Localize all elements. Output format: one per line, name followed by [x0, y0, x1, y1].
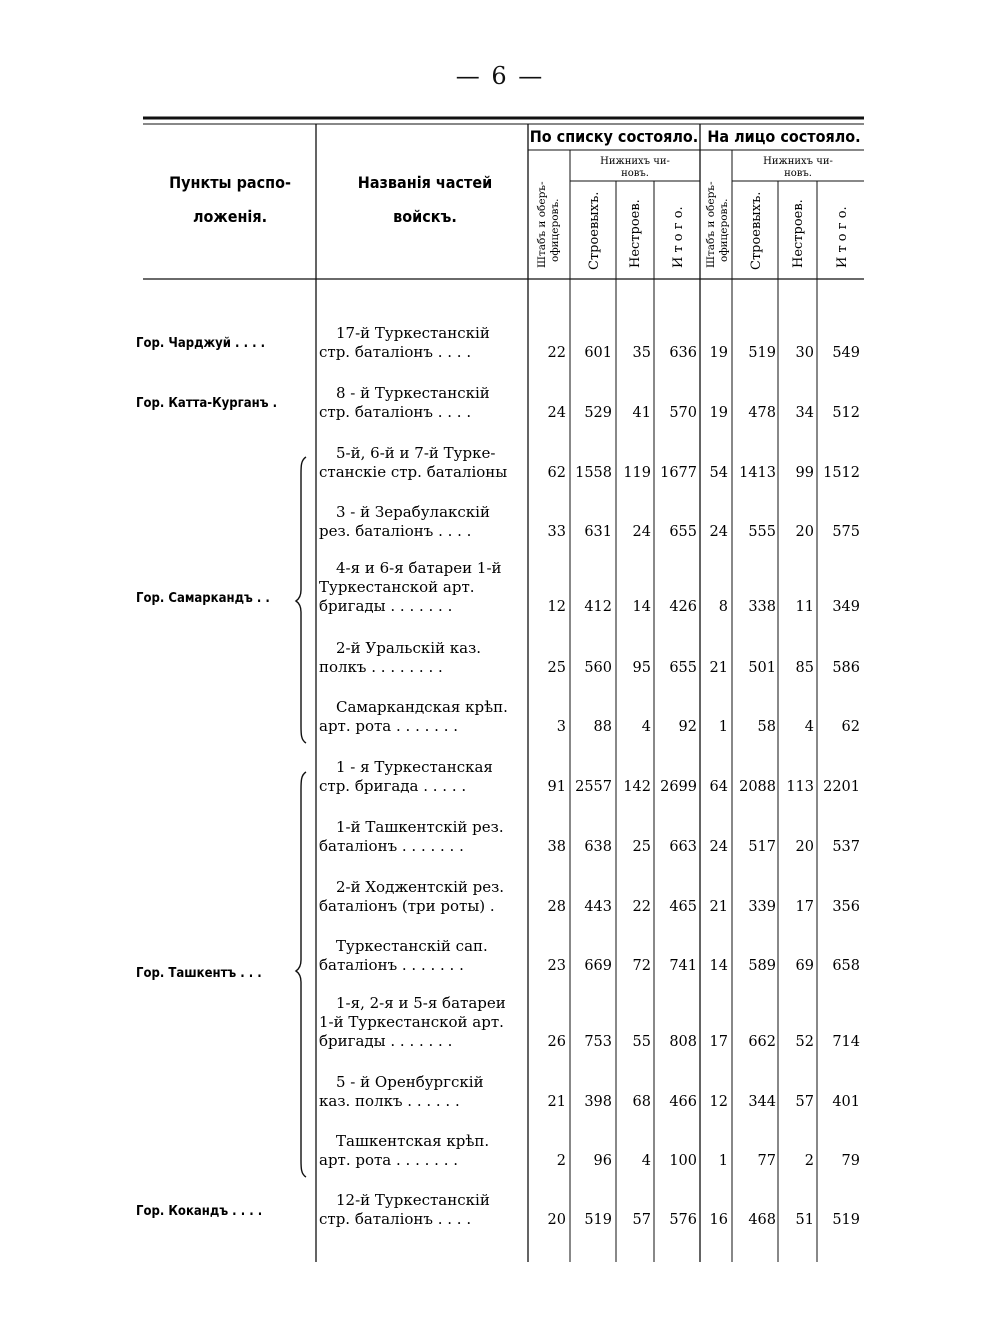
unit-name-line: 1 - я Туркестанская [336, 758, 493, 776]
cell-list-officers: 23 [547, 958, 566, 974]
cell-present-officers: 8 [718, 599, 728, 615]
cell-list-combat: 601 [584, 345, 612, 361]
cell-present-combat: 519 [748, 345, 776, 361]
header-officers-line2: офицеровъ. [549, 198, 561, 262]
unit-name-line: Ташкентская крѣп. [336, 1132, 490, 1150]
header-location-line2: ложенія. [192, 207, 268, 226]
unit-name-line: полкъ . . . . . . . . [319, 658, 443, 676]
cell-list-noncombat: 55 [632, 1034, 651, 1050]
cell-present-noncombat: 99 [795, 465, 814, 481]
location-label: Гор. Катта-Курганъ . [136, 396, 278, 411]
cell-list-noncombat: 57 [632, 1212, 651, 1228]
cell-list-total: 466 [669, 1094, 697, 1110]
unit-name-line: Туркестанскій сап. [336, 937, 488, 955]
cell-list-combat: 529 [584, 405, 612, 421]
cell-present-noncombat: 34 [795, 405, 814, 421]
cell-present-total: 519 [832, 1212, 860, 1228]
cell-list-combat: 1558 [575, 465, 612, 481]
cell-present-officers: 21 [709, 660, 728, 676]
cell-present-noncombat: 113 [786, 779, 814, 795]
header-present-lower-ranks-line2: новъ. [784, 168, 812, 179]
cell-list-noncombat: 119 [623, 465, 651, 481]
cell-present-officers: 21 [709, 899, 728, 915]
cell-present-officers: 19 [709, 405, 728, 421]
unit-name-line: Туркестанской арт. [319, 578, 475, 596]
cell-present-combat: 344 [748, 1094, 776, 1110]
cell-present-combat: 517 [748, 839, 776, 855]
table-row [319, 639, 860, 676]
unit-name-line: баталіонъ . . . . . . . [319, 837, 464, 855]
unit-name-line: стр. баталіонъ . . . . [319, 1210, 472, 1228]
cell-present-noncombat: 2 [804, 1153, 814, 1169]
cell-present-total: 512 [832, 405, 860, 421]
cell-list-officers: 25 [547, 660, 566, 676]
unit-name-line: бригады . . . . . . . [319, 597, 453, 615]
table-row [319, 937, 860, 974]
table-row [319, 324, 860, 361]
cell-list-officers: 21 [547, 1094, 566, 1110]
unit-name-line: 4-я и 6-я батареи 1-й [336, 559, 502, 577]
header-lower-ranks-line1: Нижнихъ чи- [600, 156, 670, 167]
cell-list-noncombat: 142 [623, 779, 651, 795]
cell-present-officers: 16 [709, 1212, 728, 1228]
header-location-line1: Пункты распо- [169, 173, 291, 192]
cell-present-total: 658 [832, 958, 860, 974]
cell-present-combat: 468 [748, 1212, 776, 1228]
unit-name-line: бригады . . . . . . . [319, 1032, 453, 1050]
cell-present-officers: 64 [709, 779, 728, 795]
header-noncombatant: Нестроев. [628, 199, 643, 268]
unit-name-line: каз. полкъ . . . . . . [319, 1092, 460, 1110]
cell-present-total: 79 [841, 1153, 860, 1169]
page-number: — 6 — [455, 62, 545, 90]
header-present-officers-line2: офицеровъ. [718, 198, 730, 262]
location-label: Гор. Чарджуй . . . . [136, 336, 266, 351]
tashkent-bracket [296, 772, 306, 1177]
cell-present-officers: 24 [709, 524, 728, 540]
cell-present-noncombat: 20 [795, 524, 814, 540]
header-units-line2: войскъ. [393, 207, 457, 226]
cell-present-officers: 1 [718, 719, 728, 735]
cell-present-officers: 17 [709, 1034, 728, 1050]
location-label: Гор. Ташкентъ . . . [136, 966, 262, 981]
location-label: Гор. Самаркандъ . . [136, 591, 270, 606]
unit-name-line: 1-й Туркестанской арт. [319, 1013, 504, 1031]
table-row [319, 1191, 860, 1228]
table-row [319, 758, 860, 795]
cell-list-total: 100 [669, 1153, 697, 1169]
cell-present-combat: 338 [748, 599, 776, 615]
table-row [319, 444, 860, 481]
unit-name-line: стр. баталіонъ . . . . [319, 403, 472, 421]
cell-list-officers: 22 [547, 345, 566, 361]
cell-present-total: 349 [832, 599, 860, 615]
cell-list-noncombat: 25 [632, 839, 651, 855]
cell-present-officers: 12 [709, 1094, 728, 1110]
cell-list-officers: 38 [547, 839, 566, 855]
cell-list-total: 576 [669, 1212, 697, 1228]
cell-present-noncombat: 52 [795, 1034, 814, 1050]
samarkand-bracket [296, 457, 306, 743]
cell-list-total: 663 [669, 839, 697, 855]
cell-present-officers: 19 [709, 345, 728, 361]
cell-present-combat: 478 [748, 405, 776, 421]
cell-present-combat: 589 [748, 958, 776, 974]
cell-list-officers: 33 [547, 524, 566, 540]
cell-present-noncombat: 20 [795, 839, 814, 855]
header-present-total: И т о г о. [835, 206, 850, 268]
cell-present-total: 356 [832, 899, 860, 915]
cell-list-combat: 560 [584, 660, 612, 676]
table-rules [143, 118, 864, 1262]
cell-list-noncombat: 22 [632, 899, 651, 915]
cell-list-combat: 519 [584, 1212, 612, 1228]
unit-name-line: рез. баталіонъ . . . . [319, 522, 472, 540]
cell-present-total: 1512 [823, 465, 860, 481]
table-row [319, 994, 860, 1050]
unit-name-line: 17-й Туркестанскій [336, 324, 490, 342]
cell-list-officers: 20 [547, 1212, 566, 1228]
cell-list-officers: 12 [547, 599, 566, 615]
cell-present-noncombat: 30 [795, 345, 814, 361]
table-row [319, 878, 860, 915]
unit-name-line: 2-й Ходжентскій рез. [336, 878, 505, 896]
unit-name-line: баталіонъ (три роты) . [319, 897, 495, 915]
unit-name-line: Самаркандская крѣп. [336, 698, 508, 716]
cell-list-combat: 443 [584, 899, 612, 915]
cell-list-total: 741 [669, 958, 697, 974]
header-total: И т о г о. [671, 206, 686, 268]
cell-present-combat: 501 [748, 660, 776, 676]
table-row [319, 503, 860, 540]
cell-present-officers: 14 [709, 958, 728, 974]
cell-present-combat: 555 [748, 524, 776, 540]
cell-list-combat: 753 [584, 1034, 612, 1050]
cell-present-total: 537 [832, 839, 860, 855]
cell-list-combat: 398 [584, 1094, 612, 1110]
unit-name-line: 5-й, 6-й и 7-й Турке- [336, 444, 496, 462]
unit-name-line: 12-й Туркестанскій [336, 1191, 490, 1209]
unit-name-line: 5 - й Оренбургскій [336, 1073, 484, 1091]
cell-list-total: 636 [669, 345, 697, 361]
header-group-present: На лицо состояло. [707, 127, 861, 146]
cell-present-noncombat: 85 [795, 660, 814, 676]
cell-present-officers: 24 [709, 839, 728, 855]
cell-list-combat: 669 [584, 958, 612, 974]
header-combatant: Строевыхъ. [587, 191, 602, 270]
unit-name-line: стр. бригада . . . . . [319, 777, 467, 795]
cell-list-total: 426 [669, 599, 697, 615]
cell-present-combat: 1413 [739, 465, 776, 481]
cell-list-officers: 28 [547, 899, 566, 915]
cell-list-noncombat: 14 [632, 599, 651, 615]
cell-list-total: 1677 [660, 465, 697, 481]
cell-list-noncombat: 24 [632, 524, 651, 540]
unit-name-line: 1-й Ташкентскій рез. [336, 818, 504, 836]
unit-name-line: 1-я, 2-я и 5-я батареи [336, 994, 506, 1012]
table-row [319, 698, 860, 735]
cell-list-officers: 3 [556, 719, 566, 735]
unit-name-line: арт. рота . . . . . . . [319, 1151, 459, 1169]
header-present-lower-ranks-line1: Нижнихъ чи- [763, 156, 833, 167]
header-present-officers-line1: Штабъ и оберъ- [705, 181, 717, 268]
cell-list-total: 808 [669, 1034, 697, 1050]
cell-present-combat: 77 [757, 1153, 776, 1169]
cell-list-combat: 2557 [575, 779, 612, 795]
unit-name-line: стр. баталіонъ . . . . [319, 343, 472, 361]
cell-list-total: 92 [678, 719, 697, 735]
cell-list-noncombat: 72 [632, 958, 651, 974]
unit-name-line: 3 - й Зерабулакскій [336, 503, 490, 521]
header-group-list: По списку состояло. [529, 127, 699, 146]
cell-list-total: 570 [669, 405, 697, 421]
cell-list-combat: 631 [584, 524, 612, 540]
cell-present-combat: 2088 [739, 779, 776, 795]
cell-present-noncombat: 4 [804, 719, 814, 735]
cell-list-combat: 96 [593, 1153, 612, 1169]
header-officers-line1: Штабъ и оберъ- [536, 181, 548, 268]
cell-present-total: 2201 [823, 779, 860, 795]
cell-list-noncombat: 41 [632, 405, 651, 421]
unit-name-line: станскіе стр. баталіоны [319, 463, 508, 481]
cell-list-total: 465 [669, 899, 697, 915]
cell-present-noncombat: 51 [795, 1212, 814, 1228]
cell-list-officers: 62 [547, 465, 566, 481]
table-row [319, 1073, 860, 1110]
table-row [319, 1132, 860, 1169]
cell-list-noncombat: 68 [632, 1094, 651, 1110]
cell-list-officers: 24 [547, 405, 566, 421]
header-present-combatant: Строевыхъ. [749, 191, 764, 270]
cell-list-officers: 91 [547, 779, 566, 795]
cell-present-total: 714 [832, 1034, 860, 1050]
cell-present-noncombat: 57 [795, 1094, 814, 1110]
table-row [319, 818, 860, 855]
cell-list-combat: 638 [584, 839, 612, 855]
cell-list-officers: 2 [556, 1153, 566, 1169]
header-lower-ranks-line2: новъ. [621, 168, 649, 179]
cell-list-total: 655 [669, 660, 697, 676]
unit-name-line: 2-й Уральскій каз. [336, 639, 482, 657]
unit-name-line: 8 - й Туркестанскій [336, 384, 490, 402]
cell-present-combat: 58 [757, 719, 776, 735]
table-row [319, 559, 860, 615]
header-present-noncombatant: Нестроев. [791, 199, 806, 268]
cell-present-combat: 339 [748, 899, 776, 915]
cell-present-officers: 1 [718, 1153, 728, 1169]
cell-list-combat: 412 [584, 599, 612, 615]
cell-list-noncombat: 95 [632, 660, 651, 676]
cell-list-noncombat: 4 [641, 1153, 651, 1169]
cell-list-officers: 26 [547, 1034, 566, 1050]
cell-present-total: 549 [832, 345, 860, 361]
header-units-line1: Названія частей [357, 173, 493, 192]
cell-present-total: 575 [832, 524, 860, 540]
cell-list-total: 2699 [660, 779, 697, 795]
location-label: Гор. Кокандъ . . . . [136, 1204, 263, 1219]
cell-present-noncombat: 69 [795, 958, 814, 974]
cell-list-combat: 88 [593, 719, 612, 735]
cell-present-total: 401 [832, 1094, 860, 1110]
table-body [319, 324, 860, 1228]
table-row [319, 384, 860, 421]
cell-present-total: 62 [841, 719, 860, 735]
cell-list-total: 655 [669, 524, 697, 540]
cell-present-total: 586 [832, 660, 860, 676]
cell-present-noncombat: 11 [795, 599, 814, 615]
unit-name-line: баталіонъ . . . . . . . [319, 956, 464, 974]
cell-list-noncombat: 35 [632, 345, 651, 361]
cell-present-combat: 662 [748, 1034, 776, 1050]
cell-present-officers: 54 [709, 465, 728, 481]
cell-present-noncombat: 17 [795, 899, 814, 915]
unit-name-line: арт. рота . . . . . . . [319, 717, 459, 735]
cell-list-noncombat: 4 [641, 719, 651, 735]
